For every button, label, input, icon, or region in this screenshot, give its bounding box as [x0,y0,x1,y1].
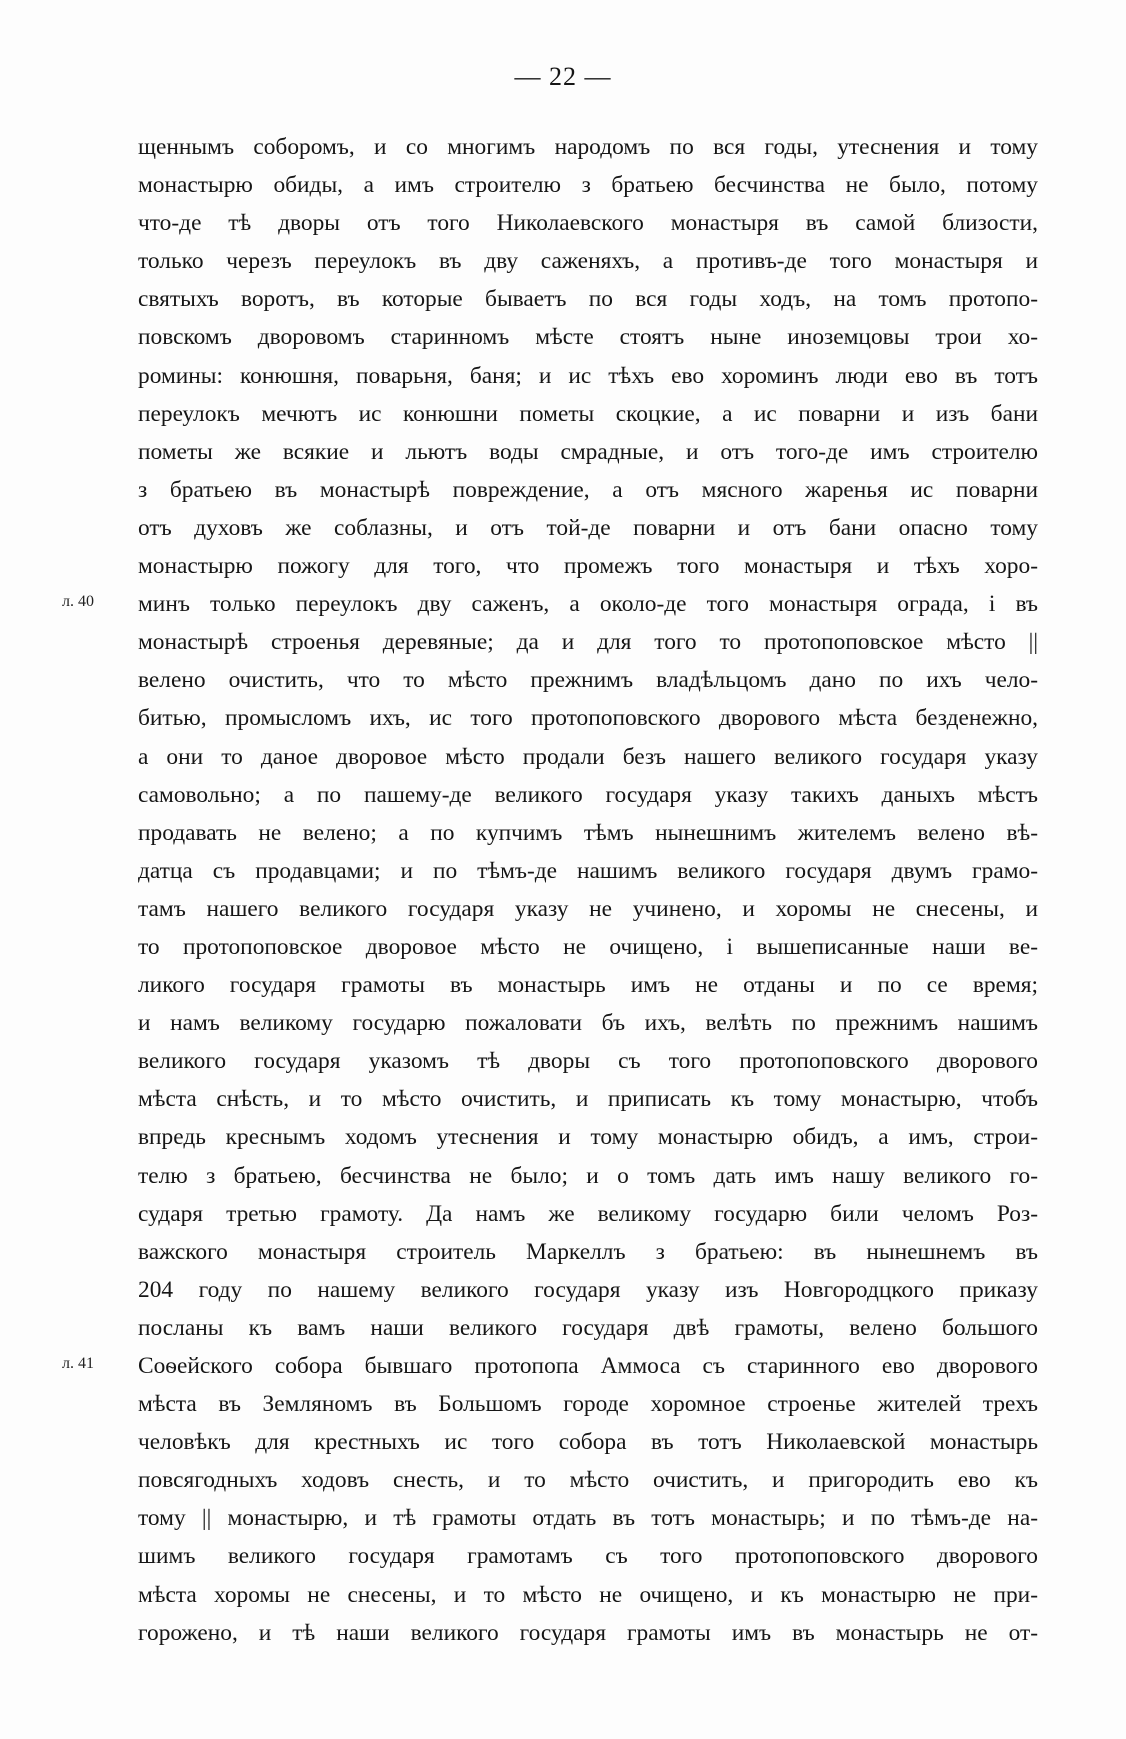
text-line: святыхъ воротъ, въ которые бываетъ по вся годы ходъ, на томъ протопо- [138,286,1038,313]
page-number: — 22 — [514,62,612,91]
text-line: и намъ великому государю пожаловати бъ ихъ, велѣть по прежнимъ нашимъ [138,1010,1038,1037]
text-line: посланы къ вамъ наши великого государя двѣ грамоты, велено большого [138,1314,1038,1341]
text-line: тому || монастырю, и тѣ грамоты отдать въ тотъ монастырь; и по тѣмъ-де на- [138,1505,1038,1532]
text-line: ромины: конюшня, поварьня, баня; и ис тѣхъ ево хороминъ люди ево въ тотъ [138,362,1038,389]
text-line: мѣста снѣсть, и то мѣсто очистить, и приписать къ тому монастырю, чтобъ [138,1086,1038,1113]
text-line: тамъ нашего великого государя указу не учинено, и хоромы не снесены, и [138,895,1038,922]
text-line: только черезъ переулокъ въ дву саженяхъ, а противъ-де того монастыря и [138,248,1038,275]
margin-note-folio-40: л. 40 [62,593,94,610]
text-line: переулокъ мечютъ ис конюшни пометы скоцкие, а ис поварни и изъ бани [138,400,1038,427]
text-line: мѣста въ Земляномъ въ Большомъ городе хоромное строенье жителей трехъ [138,1391,1038,1418]
text-line: датца съ продавцами; и по тѣмъ-де нашимъ великого государя двумъ грамо- [138,857,1038,884]
margin-note-folio-41: л. 41 [62,1355,94,1372]
text-line: повсягодныхъ ходовъ снесть, и то мѣсто очистить, и пригородить ево къ [138,1467,1038,1494]
text-line: человѣкъ для крестныхъ ис того собора въ тотъ Николаевской монастырь [138,1429,1038,1456]
text-line: монастырѣ строенья деревяные; да и для того то протопоповское мѣсто || [138,629,1038,656]
text-line: монастырю обиды, а имъ строителю з братьею бесчинства не было, потому [138,172,1038,199]
text-line: минъ только переулокъ дву саженъ, а около-де того монастыря ограда, і въ [138,591,1038,618]
text-line: а они то даное дворовое мѣсто продали безъ нашего великого государя указу [138,743,1038,770]
text-line: сударя третью грамоту. Да намъ же великому государю били челомъ Роз- [138,1200,1038,1227]
text-line: 204 году по нашему великого государя указу изъ Новгородцкого приказу [138,1276,1038,1303]
body-text [138,128,1038,1652]
text-line: самовольно; а по пашему-де великого государя указу такихъ даныхъ мѣстъ [138,781,1038,808]
text-line: мѣста хоромы не снесены, и то мѣсто не очищено, и къ монастырю не при- [138,1581,1038,1608]
text-line: ликого государя грамоты въ монастырь имъ не отданы и по се время; [138,972,1038,999]
text-line: щеннымъ соборомъ, и со многимъ народомъ по вся годы, утеснения и тому [138,134,1038,160]
text-line: шимъ великого государя грамотамъ съ того протопоповского дворового [138,1543,1038,1570]
text-line: важского монастыря строитель Маркеллъ з братьею: въ нынешнемъ въ [138,1238,1038,1265]
text-line: з братьею въ монастырѣ повреждение, а отъ мясного жаренья ис поварни [138,476,1038,503]
text-line: битью, промысломъ ихъ, ис того протопоповского дворового мѣста безденежно, [138,705,1038,732]
text-line: монастырю пожогу для того, что промежъ того монастыря и тѣхъ хоро- [138,553,1038,580]
text-line: велено очистить, что то мѣсто прежнимъ владѣльцомъ дано по ихъ чело- [138,667,1038,694]
text-line: великого государя указомъ тѣ дворы съ того протопоповского дворового [138,1048,1038,1075]
text-line: горожено, и тѣ наши великого государя грамоты имъ въ монастырь не от- [138,1619,1038,1646]
text-line: то протопоповское дворовое мѣсто не очищено, і вышеписанные наши ве- [138,933,1038,960]
text-line: продавать не велено; а по купчимъ тѣмъ нынешнимъ жителемъ велено вѣ- [138,819,1038,846]
text-line: Соѳейского собора бывшаго протопопа Аммоса съ старинного ево дворового [138,1353,1038,1379]
text-line: телю з братьею, бесчинства не было; и о томъ дать имъ нашу великого го- [138,1162,1038,1189]
text-line: отъ духовъ же соблазны, и отъ той-де поварни и отъ бани опасно тому [138,514,1038,541]
text-line: пометы же всякие и льютъ воды смрадные, и отъ того-де имъ строителю [138,438,1038,465]
text-line: впредь креснымъ ходомъ утеснения и тому монастырю обидъ, а имъ, строи- [138,1124,1038,1151]
text-line: повскомъ дворовомъ старинномъ мѣсте стоятъ ныне иноземцовы трои хо- [138,324,1038,351]
text-line: что-де тѣ дворы отъ того Николаевского монастыря въ самой близости, [138,210,1038,237]
